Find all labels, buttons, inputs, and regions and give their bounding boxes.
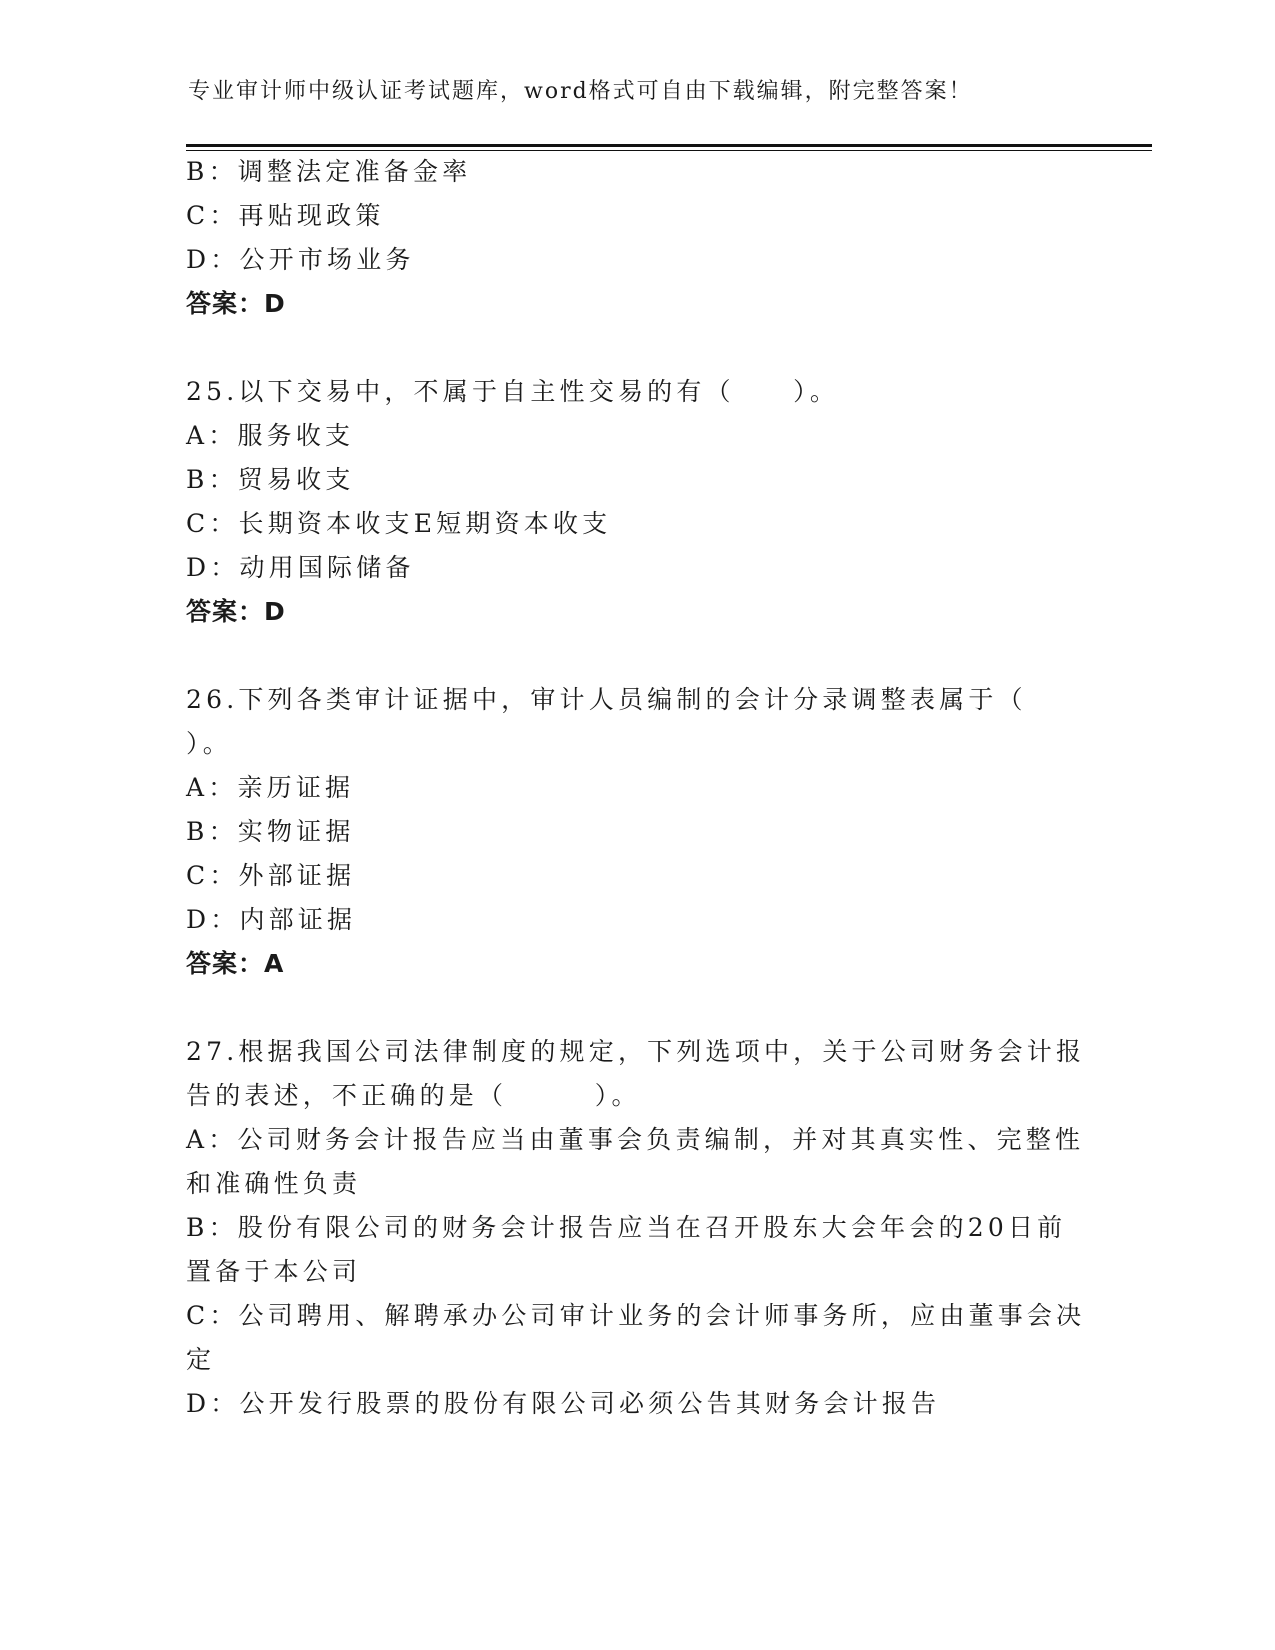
q26-answer: 答案：A bbox=[186, 949, 285, 978]
q27-option-b-line2: 置备于本公司 bbox=[186, 1257, 362, 1286]
q25-option-d: D：动用国际储备 bbox=[186, 553, 415, 582]
q26-stem-line2: ）。 bbox=[186, 729, 232, 758]
q27-stem-line2: 告的表述，不正确的是（ ）。 bbox=[186, 1081, 641, 1110]
q27-option-c-line1: C：公司聘用、解聘承办公司审计业务的会计师事务所，应由董事会决 bbox=[186, 1301, 1086, 1330]
q27-option-c-line2: 定 bbox=[186, 1345, 216, 1374]
q27-option-d: D：公开发行股票的股份有限公司必须公告其财务会计报告 bbox=[186, 1389, 941, 1418]
q25-option-c: C：长期资本收支E短期资本收支 bbox=[186, 509, 612, 538]
q24-option-c: C：再贴现政策 bbox=[186, 201, 385, 230]
q26-option-a: A：亲历证据 bbox=[186, 773, 355, 802]
q26-option-b: B：实物证据 bbox=[186, 817, 355, 846]
q26-option-c: C：外部证据 bbox=[186, 861, 356, 890]
q24-option-d: D：公开市场业务 bbox=[186, 245, 415, 274]
q24-answer: 答案：D bbox=[186, 289, 286, 318]
q24-option-b: B：调整法定准备金率 bbox=[186, 157, 472, 186]
q26-option-d: D：内部证据 bbox=[186, 905, 357, 934]
header-rule-thick bbox=[186, 144, 1152, 147]
header-rule-thin bbox=[186, 150, 1152, 151]
q27-stem-line1: 27.根据我国公司法律制度的规定，下列选项中，关于公司财务会计报 bbox=[186, 1037, 1086, 1066]
q25-answer: 答案：D bbox=[186, 597, 286, 626]
q27-option-a-line2: 和准确性负责 bbox=[186, 1169, 362, 1198]
q27-option-b-line1: B：股份有限公司的财务会计报告应当在召开股东大会年会的20日前 bbox=[186, 1213, 1067, 1242]
q27-option-a-line1: A：公司财务会计报告应当由董事会负责编制，并对其真实性、完整性 bbox=[186, 1125, 1085, 1154]
q25-option-b: B：贸易收支 bbox=[186, 465, 355, 494]
page-header: 专业审计师中级认证考试题库，word格式可自由下载编辑，附完整答案！ bbox=[188, 79, 973, 104]
q25-stem: 25.以下交易中，不属于自主性交易的有（ ）。 bbox=[186, 377, 840, 406]
q26-stem-line1: 26.下列各类审计证据中，审计人员编制的会计分录调整表属于（ bbox=[186, 685, 1027, 714]
q25-option-a: A：服务收支 bbox=[186, 421, 355, 450]
